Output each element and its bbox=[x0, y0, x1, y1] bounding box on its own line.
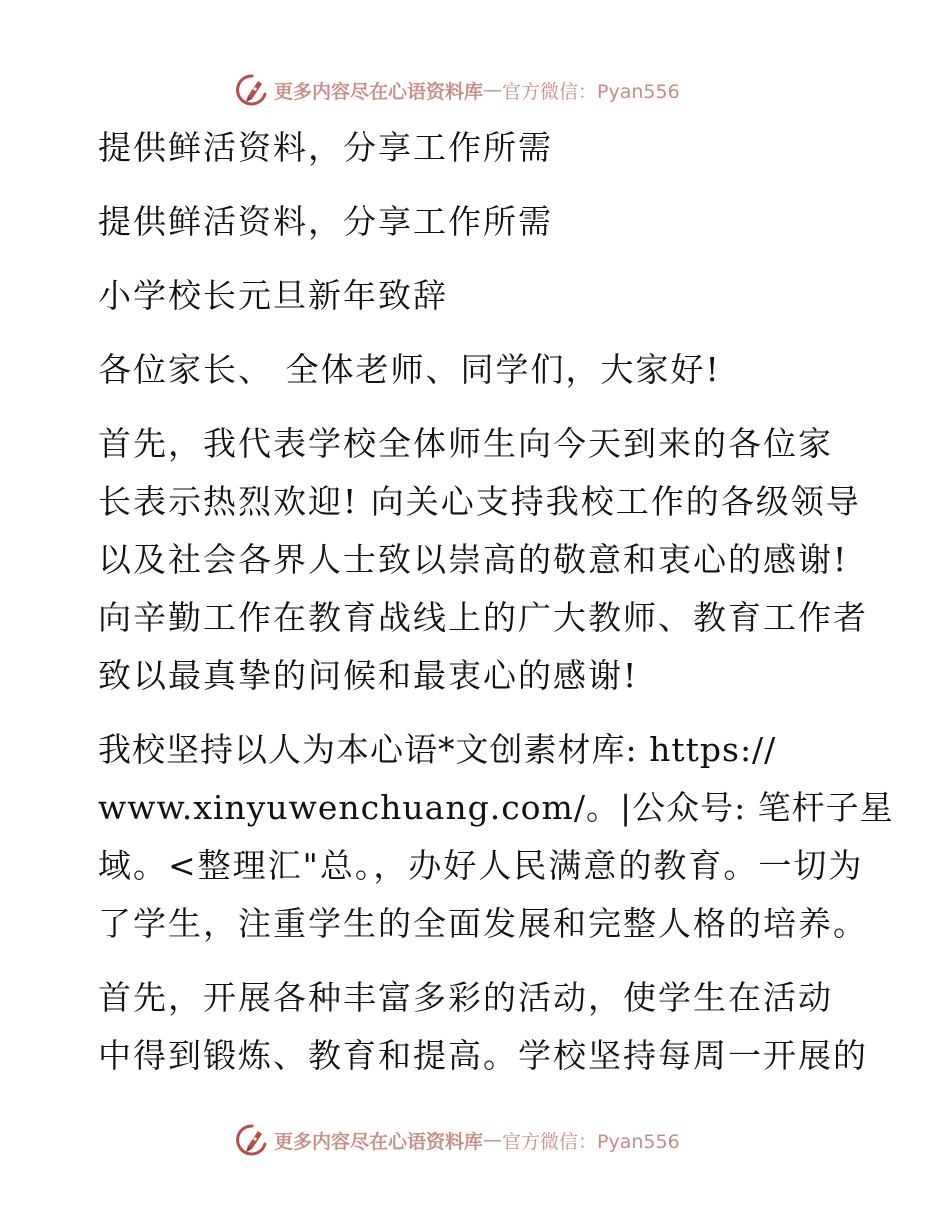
banner-title: 更多内容尽在心语资料库 bbox=[274, 1130, 484, 1153]
paragraph-line: 中得到锻炼、教育和提高。学校坚持每周一开展的 bbox=[98, 1036, 868, 1075]
greeting-line: 各位家长、 全体老师、同学们，大家好! bbox=[98, 350, 721, 389]
document-title: 小学校长元旦新年致辞 bbox=[98, 276, 448, 315]
paragraph-line: 长表示热烈欢迎! 向关心支持我校工作的各级领导 bbox=[98, 482, 861, 521]
tagline-line: 提供鲜活资料，分享工作所需 bbox=[98, 202, 553, 241]
banner-title: 更多内容尽在心语资料库 bbox=[274, 80, 484, 103]
paragraph-line: 域。<整理汇"总。，办好人民满意的教育。一切为 bbox=[98, 846, 864, 885]
paragraph-line: 我校坚持以人为本心语*文创素材库: https:// bbox=[98, 730, 777, 769]
banner-dash: — bbox=[483, 79, 503, 101]
banner-dash: — bbox=[483, 1129, 503, 1151]
paragraph-line: www.xinyuwenchuang.com/。|公众号: 笔杆子星 bbox=[98, 788, 894, 827]
paragraph-line: 以及社会各界人士致以崇高的敬意和衷心的感谢! bbox=[98, 540, 849, 579]
pen-nib-circle-logo-icon bbox=[234, 1122, 270, 1158]
banner-wechat: 官方微信：Pyan556 bbox=[502, 80, 680, 103]
header-banner bbox=[234, 70, 680, 110]
paragraph-line: 致以最真挚的问候和最衷心的感谢! bbox=[98, 656, 639, 695]
tagline-line: 提供鲜活资料，分享工作所需 bbox=[98, 128, 553, 167]
paragraph-line: 向辛勤工作在教育战线上的广大教师、教育工作者 bbox=[98, 598, 868, 637]
paragraph-line: 了学生，注重学生的全面发展和完整人格的培养。 bbox=[98, 904, 868, 943]
banner-wechat: 官方微信：Pyan556 bbox=[502, 1130, 680, 1153]
paragraph-line: 首先，我代表学校全体师生向今天到来的各位家 bbox=[98, 424, 833, 463]
paragraph-line: 首先，开展各种丰富多彩的活动，使学生在活动 bbox=[98, 978, 833, 1017]
pen-nib-circle-logo-icon bbox=[234, 72, 270, 108]
footer-banner bbox=[234, 1120, 680, 1160]
